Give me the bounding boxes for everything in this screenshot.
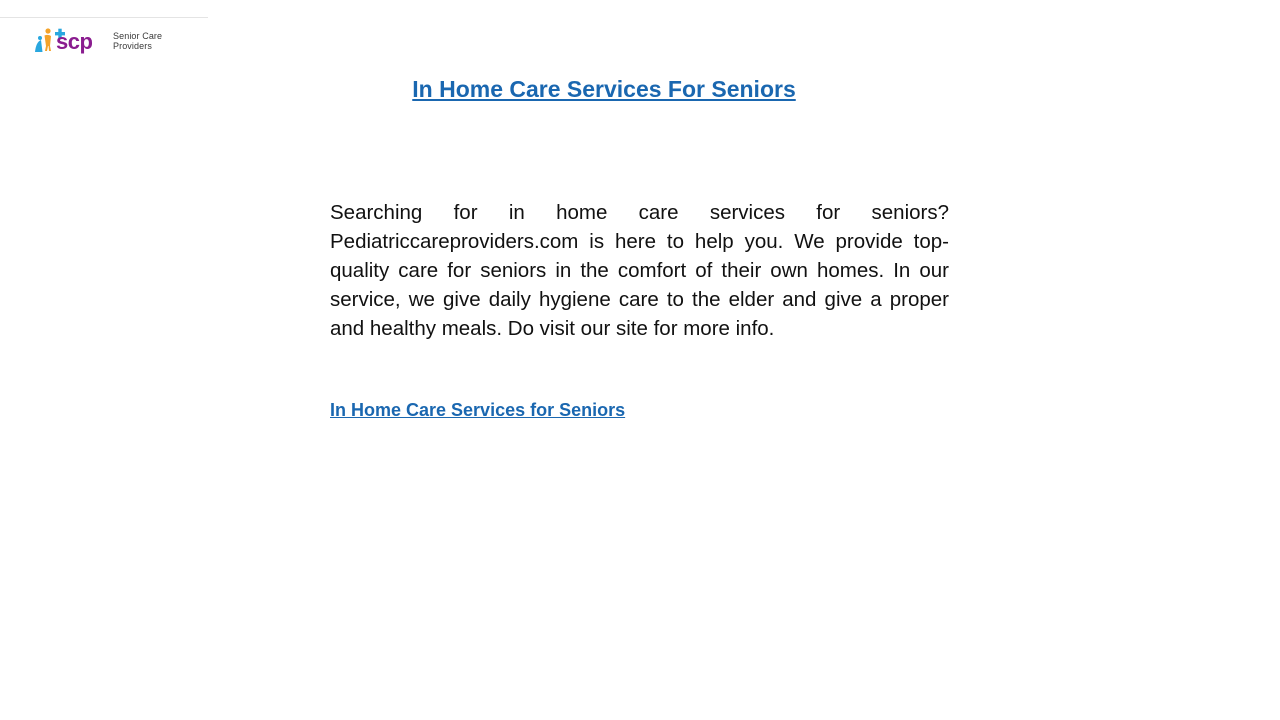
page-title bbox=[0, 73, 1208, 105]
logo-mark-icon bbox=[33, 26, 111, 56]
senior-care-providers-logo bbox=[33, 26, 162, 56]
page-title-link[interactable]: In Home Care Services For Seniors bbox=[412, 76, 796, 102]
services-link-container bbox=[330, 397, 625, 423]
logo-line-2: Providers bbox=[113, 41, 152, 51]
header-divider bbox=[0, 17, 208, 18]
logo-line-1: Senior Care bbox=[113, 31, 163, 41]
services-link[interactable]: In Home Care Services for Seniors bbox=[330, 400, 626, 420]
body-paragraph: Searching for in home care services for seniors? Pediatriccareproviders.com is here to help you. We provide top-quality care for seniors in the comfort of their own homes. In our service, we give daily hygiene care to the elder and give a proper and healthy meals. Do visit our site for more info. bbox=[330, 201, 949, 340]
logo-wordmark bbox=[113, 31, 162, 51]
logo-mark-letters: scp bbox=[56, 29, 93, 54]
